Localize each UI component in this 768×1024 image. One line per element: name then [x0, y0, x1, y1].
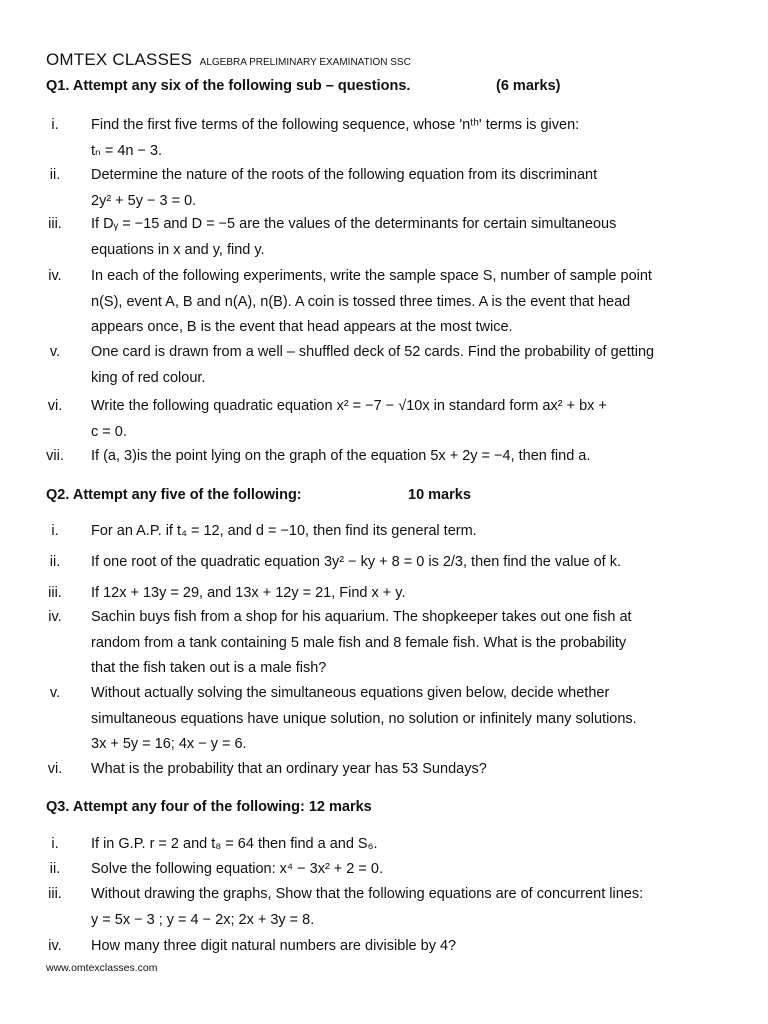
question-number: vi.: [47, 761, 63, 777]
question-number: v.: [49, 685, 61, 701]
question-text-line: simultaneous equations have unique solution, no solution or infinitely many solutions.: [91, 710, 637, 727]
question-text-line: What is the probability that an ordinary year has 53 Sundays?: [91, 761, 487, 777]
question-number: iv.: [48, 938, 62, 954]
question-number: ii.: [49, 167, 61, 183]
section-marks: 10 marks: [408, 487, 471, 503]
brand-title: OMTEX CLASSES: [46, 50, 193, 69]
question-number: iv.: [48, 268, 62, 284]
section-title: Q1. Attempt any six of the following sub – questions.: [46, 78, 411, 94]
question-number: iii.: [48, 886, 62, 902]
question-text-line: In each of the following experiments, write the sample space S, number of sample point: [91, 268, 652, 284]
section-3-heading: [46, 799, 372, 815]
question-text-line: appears once, B is the event that head appears at the most twice.: [91, 319, 513, 335]
question-text-line: random from a tank containing 5 male fish and 8 female fish. What is the probability: [91, 634, 627, 651]
footer-url: www.omtexclasses.com: [46, 962, 158, 974]
question-text-line: Without actually solving the simultaneous equations given below, decide whether: [91, 685, 610, 701]
question-text-line: If Dᵧ = −15 and D = −5 are the values of the determinants for certain simultaneous: [91, 216, 617, 232]
question-text-line: For an A.P. if t₄ = 12, and d = −10, then find its general term.: [91, 523, 477, 539]
question-text-line: Solve the following equation: x⁴ − 3x² + 2 = 0.: [91, 861, 383, 877]
question-text-line: 2y² + 5y − 3 = 0.: [91, 192, 197, 209]
question-text-line: Without drawing the graphs, Show that the following equations are of concurrent lines:: [91, 886, 644, 902]
question-number: v.: [49, 344, 61, 360]
question-text-line: If one root of the quadratic equation 3y² − ky + 8 = 0 is 2/3, then find the value of k.: [91, 554, 621, 570]
exam-subtitle: ALGEBRA PRELIMINARY EXAMINATION SSC: [199, 57, 411, 68]
question-number: iii.: [48, 585, 62, 601]
question-text-line: If (a, 3)is the point lying on the graph of the equation 5x + 2y = −4, then find a.: [91, 448, 591, 464]
question-number: iii.: [48, 216, 62, 232]
question-text-line: Sachin buys fish from a shop for his aquarium. The shopkeeper takes out one fish at: [91, 609, 632, 625]
question-number: vii.: [46, 448, 64, 464]
question-number: ii.: [49, 861, 61, 877]
section-marks: (6 marks): [496, 78, 561, 94]
question-text-line: If in G.P. r = 2 and t₈ = 64 then find a and S₆.: [91, 836, 378, 852]
question-number: i.: [51, 836, 59, 852]
question-number: iv.: [48, 609, 62, 625]
question-text-line: One card is drawn from a well – shuffled deck of 52 cards. Find the probability of getting: [91, 344, 655, 360]
question-text-line: 3x + 5y = 16; 4x − y = 6.: [91, 736, 247, 752]
question-text-line: equations in x and y, find y.: [91, 241, 265, 258]
section-title: Q2. Attempt any five of the following:: [46, 487, 302, 503]
question-text-line: Write the following quadratic equation x² = −7 − √10x in standard form ax² + bx +: [91, 398, 607, 414]
question-number: vi.: [47, 398, 63, 414]
question-text-line: If 12x + 13y = 29, and 13x + 12y = 21, Find x + y.: [91, 585, 406, 601]
question-text-line: that the fish taken out is a male fish?: [91, 660, 327, 676]
question-text-line: Determine the nature of the roots of the following equation from its discriminant: [91, 167, 598, 183]
section-1-heading: [46, 78, 561, 94]
section-2-heading: [46, 487, 471, 503]
question-text-line: c = 0.: [91, 423, 127, 440]
question-text-line: king of red colour.: [91, 369, 206, 386]
question-text-line: n(S), event A, B and n(A), n(B). A coin is tossed three times. A is the event that head: [91, 293, 631, 310]
question-text-line: Find the first five terms of the following sequence, whose 'nᵗʰ' terms is given:: [91, 117, 580, 133]
question-text-line: tₙ = 4n − 3.: [91, 142, 163, 159]
question-text-line: How many three digit natural numbers are divisible by 4?: [91, 938, 457, 954]
question-text-line: y = 5x − 3 ; y = 4 − 2x; 2x + 3y = 8.: [91, 911, 315, 928]
question-number: i.: [51, 117, 59, 133]
section-title: Q3. Attempt any four of the following: 12 marks: [46, 799, 372, 815]
page-header: [46, 50, 411, 70]
question-number: ii.: [49, 554, 61, 570]
question-number: i.: [51, 523, 59, 539]
